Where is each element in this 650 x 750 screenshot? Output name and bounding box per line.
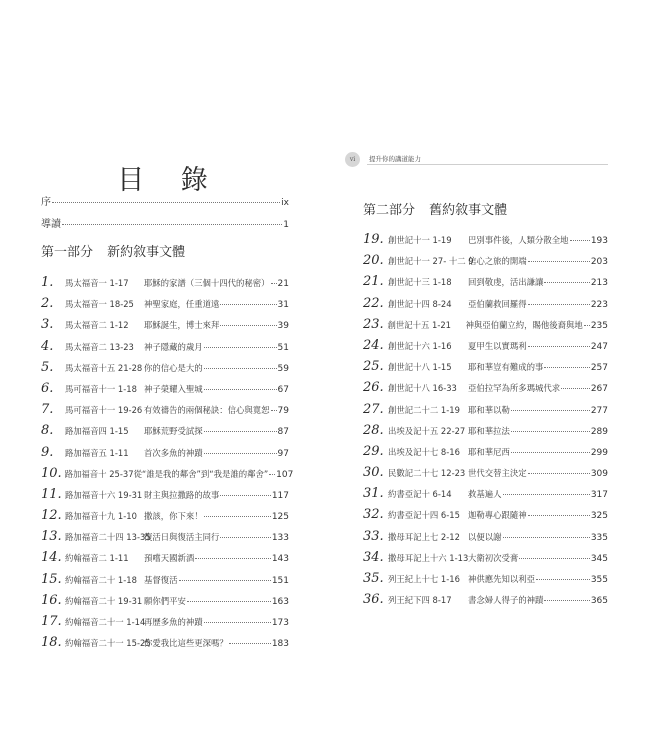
- chapter-title: 復活日與復活主同行: [144, 532, 220, 543]
- dot-leader: [52, 202, 280, 203]
- dot-leader: [271, 410, 277, 411]
- dot-leader: [204, 368, 277, 369]
- front-matter-label: 序: [41, 197, 51, 208]
- chapter-title: 神聖家庭，任重道遠: [144, 299, 220, 310]
- scripture-reference: 馬太福音一 18-25: [65, 299, 134, 310]
- toc-title: 目 錄: [117, 165, 222, 196]
- chapter-number: 7.: [41, 402, 54, 418]
- chapter-number: 4.: [41, 338, 54, 354]
- dot-leader: [179, 580, 271, 581]
- chapter-title: 亞伯蘭救回羅得: [468, 298, 527, 309]
- page-number: 335: [590, 532, 608, 543]
- toc-entry[interactable]: [41, 508, 289, 529]
- chapter-title: 有效禱告的兩個秘訣：信心與寬恕: [143, 405, 270, 416]
- chapter-title: 耶穌的家譜（三個十四代的秘密）: [143, 278, 270, 288]
- scripture-reference: 馬太福音十五 21-28: [65, 362, 143, 373]
- dot-leader: [503, 537, 590, 538]
- toc-list-part-one: [41, 275, 294, 656]
- chapter-number: 21.: [363, 274, 384, 290]
- page-number: ix: [281, 198, 289, 208]
- dot-leader: [536, 579, 590, 580]
- page-number: 317: [590, 490, 608, 501]
- toc-entry[interactable]: [41, 529, 289, 550]
- chapter-number: 10.: [41, 465, 62, 481]
- chapter-number: 31.: [363, 486, 384, 502]
- page-number: 31: [277, 300, 289, 311]
- page-number: 277: [590, 405, 608, 416]
- scripture-reference: 撒母耳記上七 2-12: [388, 531, 460, 542]
- chapter-number: 27.: [363, 401, 384, 417]
- dot-leader: [544, 282, 589, 283]
- scripture-reference: 創世記二十二 1-19: [388, 404, 460, 415]
- chapter-title: 回到敬虔，活出謙讓: [468, 277, 544, 288]
- toc-entry[interactable]: [363, 359, 608, 380]
- dot-leader: [269, 474, 275, 475]
- part-number: 第一部分: [41, 245, 94, 260]
- scripture-reference: 約翰福音二十一 15-25: [65, 638, 151, 649]
- chapter-title: 神子隱藏的歲月: [144, 341, 203, 352]
- page-number: 183: [271, 639, 289, 650]
- chapter-number: 3.: [41, 317, 54, 333]
- front-matter-item[interactable]: [41, 215, 289, 237]
- chapter-number: 9.: [41, 444, 54, 460]
- toc-entry[interactable]: [41, 275, 289, 296]
- scripture-reference: 路加福音五 1-11: [65, 447, 129, 458]
- chapter-number: 19.: [363, 232, 384, 247]
- scripture-reference: 路加福音十六 19-31: [65, 489, 143, 500]
- chapter-number: 6.: [41, 380, 54, 396]
- dot-leader: [204, 347, 277, 348]
- running-book-title: 提升你的講道能力: [369, 155, 421, 163]
- toc-entry[interactable]: [363, 253, 608, 274]
- toc-entry[interactable]: [41, 487, 289, 508]
- chapter-title: 神供應先知以利亞: [468, 574, 535, 584]
- page-number: 257: [590, 363, 608, 374]
- dot-leader: [204, 453, 277, 454]
- toc-entry[interactable]: [41, 445, 289, 466]
- chapter-number: 30.: [363, 465, 384, 481]
- dot-leader: [528, 304, 590, 305]
- toc-entry[interactable]: [363, 507, 608, 528]
- chapter-title: 神子榮耀入聖城: [144, 383, 203, 394]
- front-matter-item[interactable]: [41, 193, 289, 215]
- dot-leader: [528, 261, 590, 262]
- page-number: 213: [590, 278, 608, 289]
- scripture-reference: 路加福音十 25-37: [64, 468, 134, 479]
- page-number: 133: [271, 533, 289, 544]
- dot-leader: [271, 283, 277, 284]
- chapter-title: 夏甲生以實瑪利: [468, 340, 527, 351]
- chapter-number: 8.: [41, 423, 54, 439]
- dot-leader: [204, 622, 271, 623]
- chapter-title: 你愛我比這些更深嗎？: [144, 638, 228, 649]
- toc-entry[interactable]: [363, 550, 608, 571]
- dot-leader: [570, 240, 590, 241]
- page-number: 365: [590, 596, 608, 607]
- chapter-title: 撒該，你下來！: [144, 511, 203, 522]
- scripture-reference: 撒母耳記上十六 1-13: [388, 552, 469, 563]
- toc-entry[interactable]: [41, 550, 289, 571]
- chapter-number: 32.: [363, 507, 384, 523]
- chapter-title: 耶和華尼西: [468, 446, 510, 457]
- dot-leader: [511, 410, 590, 411]
- scripture-reference: 約翰福音二十 1-18: [65, 574, 137, 585]
- page-number: 67: [277, 384, 289, 395]
- scripture-reference: 創世記十一 27- 十二 9: [388, 256, 474, 267]
- chapter-title: 救基遍人: [468, 489, 502, 500]
- page-number: 173: [271, 618, 289, 628]
- dot-leader: [511, 452, 590, 453]
- chapter-number: 1.: [41, 275, 54, 290]
- dot-leader: [511, 431, 590, 432]
- scripture-reference: 創世記十八 16-33: [388, 383, 457, 394]
- chapter-title: 預嚐天國新酒: [144, 553, 195, 564]
- scripture-reference: 約翰福音二十 19-31: [65, 595, 143, 606]
- page-number-badge: vi: [345, 152, 360, 167]
- toc-entry[interactable]: [363, 486, 608, 507]
- chapter-number: 28.: [363, 422, 384, 438]
- scripture-reference: 馬可福音十一 19-26: [64, 405, 143, 416]
- scripture-reference: 創世記十八 1-15: [388, 362, 452, 373]
- page-number: 235: [590, 320, 608, 331]
- scripture-reference: 約書亞記十 6-14: [388, 489, 452, 500]
- toc-entry[interactable]: [41, 317, 289, 338]
- toc-entry[interactable]: [41, 614, 289, 635]
- chapter-number: 16.: [41, 592, 62, 608]
- dot-leader: [204, 389, 277, 390]
- chapter-title: 再歷多魚的神蹟: [144, 617, 203, 627]
- scripture-reference: 馬太福音二 1-12: [65, 320, 129, 331]
- chapter-title: 書念婦人得子的神蹟: [468, 595, 544, 606]
- page-number: 125: [271, 512, 289, 523]
- chapter-number: 14.: [41, 550, 62, 566]
- chapter-title: 基督復活: [144, 574, 178, 585]
- scripture-reference: 列王紀下四 8-17: [388, 595, 452, 606]
- chapter-number: 35.: [363, 571, 384, 586]
- chapter-number: 12.: [41, 508, 62, 524]
- page-number: 151: [271, 575, 289, 586]
- dot-leader: [544, 600, 589, 601]
- page-number: 163: [271, 596, 289, 607]
- toc-entry[interactable]: [363, 423, 608, 444]
- page-number: 203: [590, 257, 608, 268]
- toc-entry[interactable]: [363, 529, 608, 550]
- chapter-number: 22.: [363, 295, 384, 311]
- scripture-reference: 馬可福音十一 1-18: [65, 383, 137, 394]
- scripture-reference: 路加福音四 1-15: [65, 426, 129, 437]
- chapter-title: 亞伯拉罕為所多瑪城代求: [468, 383, 561, 394]
- chapter-number: 17.: [41, 614, 62, 629]
- dot-leader: [544, 367, 589, 368]
- chapter-number: 26.: [363, 380, 384, 396]
- dot-leader: [561, 388, 590, 389]
- page-number: 143: [271, 554, 289, 565]
- dot-leader: [528, 346, 590, 347]
- chapter-title: 信心之旅的開端: [468, 256, 527, 267]
- page-number: 193: [590, 236, 608, 246]
- chapter-number: 25.: [363, 359, 384, 375]
- chapter-title: 耶和華以勒: [468, 404, 510, 415]
- chapter-title: 以便以謝: [468, 531, 502, 542]
- page-number: 97: [277, 448, 289, 459]
- scripture-reference: 約翰福音二 1-11: [65, 553, 129, 564]
- scripture-reference: 創世記十六 1-16: [388, 340, 452, 351]
- page-number: 107: [276, 469, 294, 480]
- toc-entry[interactable]: [363, 402, 608, 423]
- toc-entry[interactable]: [41, 402, 289, 423]
- page-number: 247: [590, 341, 608, 352]
- dot-leader: [62, 224, 282, 225]
- dot-leader: [220, 495, 270, 496]
- dot-leader: [528, 515, 590, 516]
- dot-leader: [584, 325, 590, 326]
- page-number: 325: [590, 511, 608, 522]
- part-one-heading: [41, 241, 185, 260]
- dot-leader: [528, 473, 590, 474]
- toc-entry[interactable]: [363, 444, 608, 465]
- page-number: 289: [590, 426, 608, 437]
- toc-entry[interactable]: [41, 593, 289, 614]
- dot-leader: [519, 558, 590, 559]
- page-number: 39: [277, 321, 289, 332]
- running-header: [345, 152, 608, 168]
- page-number: 1: [283, 220, 289, 230]
- chapter-number: 34.: [363, 549, 384, 565]
- chapter-title: 世代交替主決定: [468, 468, 527, 479]
- dot-leader: [204, 431, 277, 432]
- scripture-reference: 創世記十三 1-18: [388, 277, 452, 288]
- toc-entry[interactable]: [363, 571, 608, 592]
- page-number: 51: [277, 342, 289, 353]
- toc-entry[interactable]: [41, 572, 289, 593]
- page-number: 309: [590, 469, 608, 480]
- page-number: 299: [590, 447, 608, 458]
- scripture-reference: 創世記十一 1-19: [388, 235, 452, 245]
- header-rule: [367, 164, 608, 165]
- scripture-reference: 路加福音十九 1-10: [65, 511, 137, 522]
- scripture-reference: 馬太福音一 1-17: [64, 278, 129, 288]
- dot-leader: [229, 643, 271, 644]
- dot-leader: [204, 516, 271, 517]
- part-title: 舊約敘事文體: [429, 203, 508, 218]
- toc-entry[interactable]: [363, 380, 608, 401]
- toc-entry[interactable]: [41, 381, 289, 402]
- chapter-title: 從“誰是我的鄰舍”到“我是誰的鄰舍”: [133, 468, 269, 479]
- part-title: 新約敘事文體: [107, 245, 186, 260]
- chapter-title: 你的信心是大的: [144, 362, 203, 373]
- chapter-number: 2.: [41, 296, 54, 312]
- page-number: 117: [271, 490, 289, 501]
- page-number: 267: [590, 384, 608, 395]
- chapter-title: 巴別事件後，人類分散全地: [468, 235, 569, 245]
- chapter-title: 財主與拉撒路的故事: [144, 489, 220, 500]
- front-matter-label: 導讀: [41, 219, 61, 230]
- toc-entry[interactable]: [41, 635, 289, 656]
- chapter-title: 耶和華豈有難成的事: [468, 362, 544, 373]
- page-number: 79: [277, 406, 289, 417]
- dot-leader: [220, 325, 276, 326]
- chapter-title: 願你們平安: [144, 595, 186, 606]
- chapter-number: 18.: [41, 635, 62, 651]
- toc-entry[interactable]: [363, 296, 608, 317]
- dot-leader: [195, 558, 271, 559]
- page-number: 355: [590, 575, 608, 585]
- chapter-number: 29.: [363, 443, 384, 459]
- part-number: 第二部分: [363, 203, 416, 218]
- scripture-reference: 馬太福音二 13-23: [65, 341, 134, 352]
- toc-entry[interactable]: [363, 274, 608, 295]
- chapter-title: 耶和華拉法: [468, 425, 510, 436]
- chapter-title: 大衛初次受膏: [468, 552, 519, 563]
- toc-entry[interactable]: [41, 360, 289, 381]
- dot-leader: [220, 304, 276, 305]
- chapter-number: 33.: [363, 528, 384, 544]
- dot-leader: [187, 601, 271, 602]
- chapter-title: 迦勒專心跟隨神: [468, 510, 527, 521]
- toc-entry[interactable]: [41, 296, 289, 317]
- toc-entry[interactable]: [41, 465, 294, 487]
- toc-entry[interactable]: [363, 592, 608, 613]
- chapter-number: 24.: [363, 337, 384, 353]
- toc-entry[interactable]: [363, 338, 608, 359]
- front-matter-list: [41, 193, 289, 237]
- toc-entry[interactable]: [363, 317, 608, 338]
- chapter-number: 36.: [363, 592, 384, 608]
- scripture-reference: 約翰福音二十一 1-14: [65, 617, 146, 627]
- scripture-reference: 創世記十四 8-24: [388, 298, 452, 309]
- chapter-number: 11.: [41, 486, 62, 502]
- page-number: 345: [590, 553, 608, 564]
- page-number: 21: [277, 279, 289, 289]
- scripture-reference: 出埃及記十七 8-16: [388, 446, 460, 457]
- scripture-reference: 列王紀上十七 1-16: [388, 574, 460, 584]
- chapter-title: 耶穌荒野受試探: [144, 426, 203, 437]
- dot-leader: [503, 494, 590, 495]
- scripture-reference: 出埃及記十五 22-27: [388, 425, 466, 436]
- scripture-reference: 創世記十五 1-21: [387, 319, 452, 330]
- toc-entry[interactable]: [41, 423, 289, 444]
- chapter-number: 20.: [363, 253, 384, 269]
- page-number: 87: [277, 427, 289, 438]
- chapter-number: 5.: [41, 359, 54, 375]
- chapter-title: 首次多魚的神蹟: [144, 447, 203, 458]
- chapter-number: 15.: [41, 571, 62, 587]
- toc-entry[interactable]: [41, 339, 289, 360]
- page-number: 59: [277, 363, 289, 374]
- dot-leader: [220, 537, 270, 538]
- scripture-reference: 民數記二十七 12-23: [388, 468, 466, 479]
- scripture-reference: 路加福音二十四 13-35: [65, 532, 151, 543]
- toc-entry[interactable]: [363, 465, 608, 486]
- chapter-title: 神與亞伯蘭立約，賜他後裔與地: [465, 319, 583, 330]
- scripture-reference: 約書亞記十四 6-15: [388, 510, 460, 521]
- chapter-title: 耶穌誕生，博士來拜: [144, 320, 220, 331]
- chapter-number: 23.: [363, 316, 384, 332]
- page-number: 223: [590, 299, 608, 310]
- toc-entry[interactable]: [363, 232, 608, 253]
- part-two-heading: [363, 199, 507, 218]
- chapter-number: 13.: [41, 529, 62, 545]
- toc-list-part-two: [363, 232, 608, 613]
